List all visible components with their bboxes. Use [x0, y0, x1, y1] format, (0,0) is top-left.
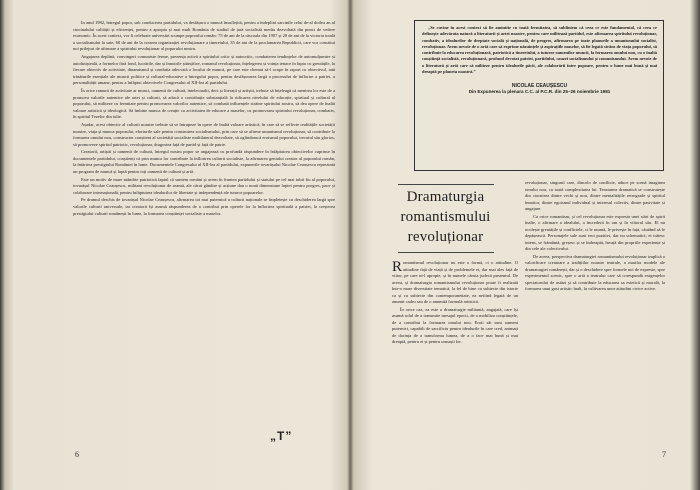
left-paragraph: Angajarea deplină, convingeri comuniste ferme, prezența activă a spiritului critic și autocritic, combaterea tendințelor de automulțumire și autolinișteală, a formelor fără fond, lucrările, dar și înnoirile științifice, romanul revoluționar, înțelegerea și voința tenace în lupta cu greutățile, la fiecare obiectiv de activitate, dinamismul și conduita adecvată a locului de muncă, pe care este chemat să-l ocupe în raport cu obiectivul, iată trăsăturile esențiale ale muncii politice și cultural-educative a întregului popor, pentru desfășurarea largă a procesului de înflorire a patriei, a personalității umane, pentru a înfăptui obiectivele Congresului al XII-lea al partidului. [73, 53, 335, 86]
article-title-line: romantismului [400, 209, 491, 225]
quote-box [414, 20, 664, 171]
page-number-right: 7 [662, 450, 666, 459]
article-paragraph: revoluționar, singurul care, dincolo de conflicte, aduce pe scenă imaginea omului nou, cu toată complexitatea lui. Tensiunea dramatică se construiește din ciocnirea dintre vechi și nou, dintre mentalitățile retrograde și spiritul înnoitor, dintre egoismul individual și interesul colectiv, dintre pasivitate și angajare. [525, 180, 665, 211]
book-binding [347, 0, 353, 490]
title-rule-top [398, 184, 494, 185]
right-page [368, 20, 670, 465]
left-page-body [73, 20, 335, 428]
drop-cap: R [392, 260, 403, 275]
article-signature: „T” [270, 429, 293, 443]
left-paragraph: Pe drumul deschis de tovarășul Nicolae Ceaușescu, afirmarea tot mai puternică a culturii naționale se împletește cu deschiderea largă spre valorile culturii universale, iar creatorii își asumă răspunderea de a contribui prin operele lor la înflorirea spirituală a patriei, la creșterea prestigiului culturii românești în lume, la formarea conștiinței socialiste a maselor. [73, 197, 335, 216]
article-title-line: revoluționar [407, 229, 484, 245]
article-title-line: Dramaturgia [406, 189, 485, 205]
title-rule-bottom [398, 252, 494, 253]
article-title [388, 187, 503, 247]
left-paragraph: În orice ramură de activitate ar munci, oamenii de cultură, intelectualii, deci și literații și artiștii, trebuie să înțeleagă că menirea lor este de a promova valorile autentice ale artei și culturii, să aducă o contribuție substanțială la ridicarea nivelului de educație, spiritual și cultural al poporului, să militeze cu fermitate pentru promovarea valorilor autentice, să combată influențele străine spiritului nostru, să dea opere de înaltă valoare artistică și ideologică. Să îmbine munca de creație cu activitatea de educare a maselor, cu promovarea spiritului revoluționar, combativ, în spiritul Tezelor din iulie. [73, 87, 335, 120]
quote-source: Din Expunerea la plenara C.C. al P.C.R. din 25–26 noiembrie 1981 [468, 89, 611, 95]
left-paragraph: Este un motiv de mare mândrie patriotică faptul că suntem români și avem în fruntea partidului și statului pe cel mai iubit fiu al poporului, tovarășul Nicolae Ceaușescu, militant revoluționar de seamă, ale cărui gândire și acțiune dau o nouă dimensiune luptei pentru progres, pace și colaborare internațională, pentru înfăptuirea idealurilor de libertate și independență ale tuturor popoarelor. [73, 176, 335, 195]
left-paragraph: Așadar, acest obiectiv al culturii noastre trebuie să se întrupeze în opere de înaltă valoare artistică, în care să se reflecte realitățile societății noastre, viața și munca poporului, eforturile sale pentru construirea socialismului, prin care să se afirme umanismul revoluționar, să contribuie la formarea omului nou, constructor conștient al societății socialiste multilateral dezvoltate, să oglindească eroismul poporului, trecutul său glorios, să promoveze spiritul patriotic, revoluționar, dragostea față de partid și față de patrie. [73, 121, 335, 147]
article-paragraph: În orice caz, ea este o dramaturgie militantă, angajată, care își asumă rolul de a transmite mesajul epocii, de a mobiliza conștiințele, de a contribui la formarea omului nou. Eroii săi sunt oameni puternici, capabili de sacrificiu pentru idealurile în care cred, animați de dorința de a transforma lumea, de a o face mai bună și mai dreaptă, pentru ei și pentru urmașii lor. [392, 306, 518, 344]
quote-author: NICOLAE CEAUȘESCU [511, 83, 568, 90]
left-paragraph: Creatorii, artiștii și oamenii de cultură, întregul nostru popor se angajează cu profundă răspundere în înfăptuirea obiectivelor cuprinse în documentele partidului, conștienți că prin munca lor contribuie la înflorirea culturii socialiste, la afirmarea geniului creator al poporului român, la întărirea prestigiului României în lume. Documentele Congresului al XII-lea al partidului, expunerile tovarășului Nicolae Ceaușescu reprezintă un program de muncă și luptă pentru toți oamenii de cultură și artă. [73, 149, 335, 175]
page-number-left: 6 [75, 450, 79, 459]
article-paragraph [392, 260, 518, 306]
quote-text: „Se cuvine în acest context să fie amintite cu toată fermitatea, să subliniem că ceea ce este fundamental, că ceea ce definește adevărata natură a literaturii și artei noastre, pentru care militează partidul, este afirmarea spiritului revoluționar, combativ, a idealurilor de dreptate socială și națională, de progres, afirmarea pe toate planurile a umanismului socialist, revoluționar. Avem nevoie de o artă care să exprime năzuințele și aspirațiile maselor, să fie legată strâns de viața poporului, să contribuie la educarea revoluționară, patriotică a tineretului, a tuturor oamenilor muncii, la formarea omului nou, cu o înaltă conștiință socialistă, revoluționară, profund devotat patriei, partidului, cauzei socialismului și comunismului. Avem nevoie de o literatură și artă care să militeze pentru idealurile păcii, ale colaborării între popoare, pentru o lume mai bună și mai dreaptă pe planeta noastră.” [422, 25, 657, 75]
left-paragraph: In anul 1982, întregul popor, sub conducerea partidului, va desfășura o muncă însuflețită, pentru a îndeplini sarcinile celui de-al doilea an al cincinalului calității și eficienței, pentru a apropia și mai mult România de stadiul de țară socialistă mediu dezvoltată din punct de vedere economic. În acest context, vor fi celebrate aniversări scumpe poporului român: 75 de ani de la răscoala din 1907 și 20 de ani de la victoria totală a socialismului la sate, 60 de ani de la crearea organizației revoluționare a tineretului, 35 de ani de la proclamarea Republicii, care vor constitui noi prilejuri de afirmare a spiritului revoluționar al poporului nostru. [73, 20, 335, 52]
article-paragraph: Ca orice romantism, și cel revoluționar este expresia unei stări de spirit înalte, o afirmare a idealului, a încrederii în om și în viitorul său. El nu ocolește greutățile și conflictele, ci le asumă, le privește în față, căutând să le depășească. Personajele sale sunt eroi pozitivi, dar nu schematici; ei trăiesc intens, se frământă, greșesc și se îndreaptă, învață din propriile experiențe și din cele ale colectivului. [525, 213, 665, 251]
article-column-right [525, 180, 665, 450]
article-paragraph: De aceea, perspectiva dramaturgiei romantismului revoluționar implică o valorificare creatoare a tradițiilor noastre teatrale, a marilor modele ale dramaturgiei românești, dar și o deschidere spre formele noi de expresie, spre experimentul scenic, spre o artă a teatrului care să corespundă exigențelor spectatorului de astăzi și să contribuie la educarea sa estetică și morală, la formarea unui gust artistic înalt, la cultivarea unor atitudini civice active. [525, 253, 665, 291]
article-column-left [392, 260, 518, 450]
article-paragraph-text: omantismul revoluționar nu este o formă, ci o atitudine. O atitudine față de viață și de problemele ei, dar mai ales față de viitor, pe care ni-l apropie, și în numele căruia judecă prezentul. De aceea, și dramaturgia romantismului revoluționar poate fi realizată într-o mare diversitate tematică, la fel de bine cu subiecte din istorie ca și cu subiecte din contemporaneitate, ea nefiind legată de un anumit cadru sau de o anumită formulă artistică. [392, 260, 518, 304]
left-page [73, 20, 335, 465]
